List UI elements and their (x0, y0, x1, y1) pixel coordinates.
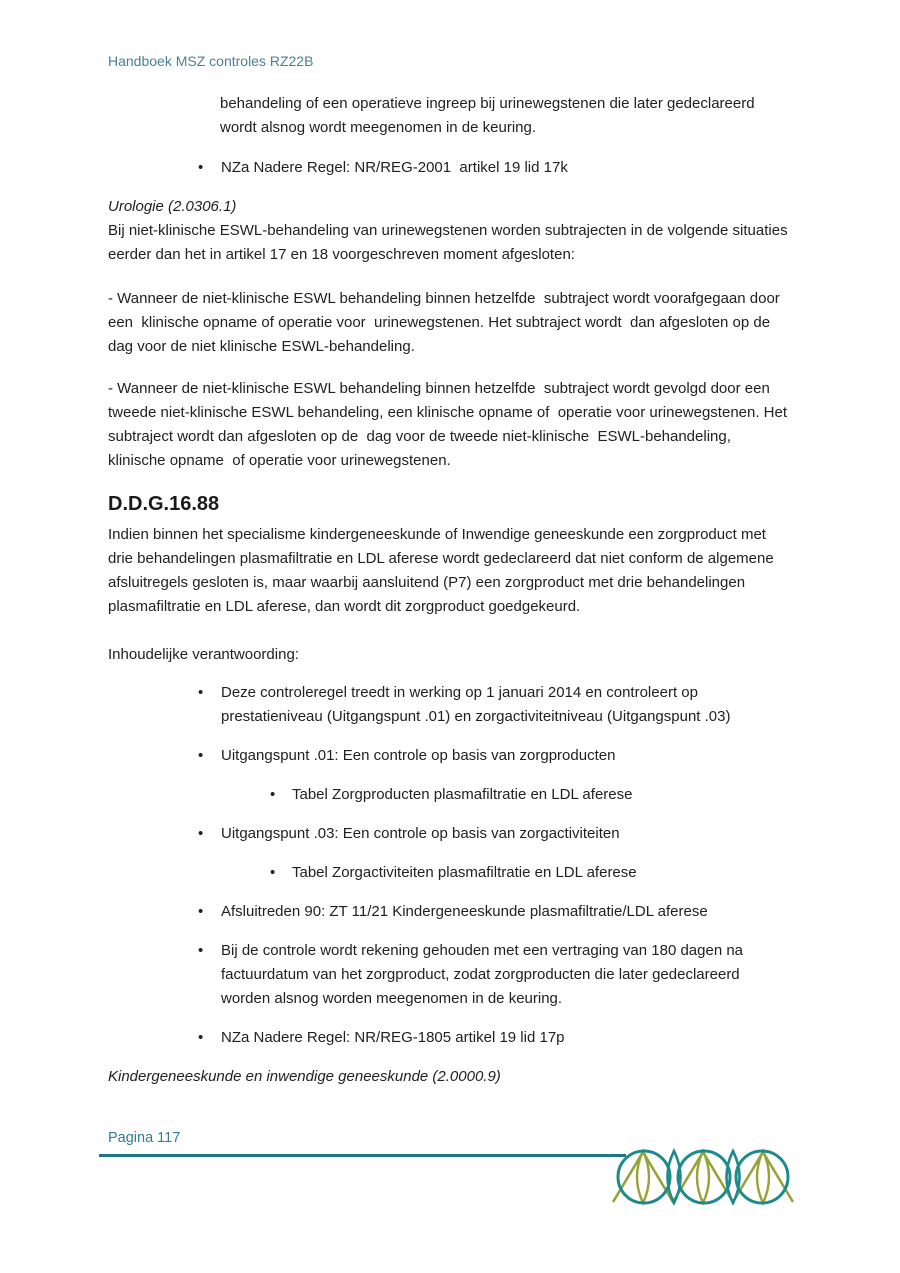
list-item: • Deze controleregel treedt in werking op 1 januari 2014 en controleert op prestatieniveau (Uitgangspunt .01) en zorgactiviteitniveau (Uitgangspunt .03) (196, 681, 792, 729)
weave-logo-icon (611, 1148, 795, 1206)
section-heading-ddg: D.D.G.16.88 (108, 493, 220, 515)
list-item: • Uitgangspunt .03: Een controle op basis van zorgactiviteiten (196, 822, 792, 846)
list-item: • NZa Nadere Regel: NR/REG-2001 artikel 19 lid 17k (196, 156, 792, 180)
footer-divider-rule (99, 1154, 626, 1157)
list-item-nested: • Tabel Zorgproducten plasmafiltratie en LDL aferese (268, 783, 792, 807)
list-item: • NZa Nadere Regel: NR/REG-1805 artikel 19 lid 17p (196, 1026, 792, 1050)
urologie-intro-paragraph: Bij niet-klinische ESWL-behandeling van urinewegstenen worden subtrajecten in de volgende situaties eerder dan het in artikel 17 en 18 voorgeschreven moment afgesloten: (108, 222, 792, 263)
urologie-section-heading: Urologie (2.0306.1) (108, 198, 237, 215)
intro-bullet-list (196, 156, 792, 180)
urologie-paragraph-2: - Wanneer de niet-klinische ESWL behandeling binnen hetzelfde subtraject wordt gevolgd door een tweede niet-klinische ESWL behandeling, een klinische opname of operatie voor urinewegstenen. Het subtraject wordt dan afgesloten op de dag voor de tweede niet-klinische ESWL-behandeling, klinische opname of operatie voor urinewegstenen. (108, 380, 796, 469)
list-item-nested: • Tabel Zorgactiviteiten plasmafiltratie en LDL aferese (268, 861, 792, 885)
page-number-label: Pagina 117 (108, 1130, 181, 1146)
verantwoording-bullet-list (196, 681, 792, 1050)
closing-italic-heading: Kindergeneeskunde en inwendige geneeskunde (2.0000.9) (108, 1068, 501, 1085)
section-paragraph: Indien binnen het specialisme kindergeneeskunde of Inwendige geneeskunde een zorgproduct met drie behandelingen plasmafiltratie en LDL aferese wordt gedeclareerd dat niet conform de algemene afsluitregels gesloten is, maar waarbij aansluitend (P7) een zorgproduct met drie behandelingen plasmafiltratie en LDL aferese, dan wordt dit zorgproduct goedgekeurd. (108, 526, 778, 615)
verantwoording-label: Inhoudelijke verantwoording: (108, 646, 299, 663)
document-header-title: Handboek MSZ controles RZ22B (108, 53, 314, 69)
list-item: • Afsluitreden 90: ZT 11/21 Kindergeneeskunde plasmafiltratie/LDL aferese (196, 900, 792, 924)
urologie-paragraph-1: - Wanneer de niet-klinische ESWL behandeling binnen hetzelfde subtraject wordt voorafgegaan door een klinische opname of operatie voor urinewegstenen. Het subtraject wordt dan afgesloten op de dag voor de niet klinische ESWL-behandeling. (108, 290, 784, 355)
intro-continuation-paragraph: behandeling of een operatieve ingreep bij urinewegstenen die later gedeclareerd wordt alsnog wordt meegenomen in de keuring. (220, 95, 759, 136)
list-item: • Uitgangspunt .01: Een controle op basis van zorgproducten (196, 744, 792, 768)
list-item: • Bij de controle wordt rekening gehouden met een vertraging van 180 dagen na factuurdatum van het zorgproduct, zodat zorgproducten die later gedeclareerd worden alsnog worden meegenomen in de keuring. (196, 939, 792, 1011)
